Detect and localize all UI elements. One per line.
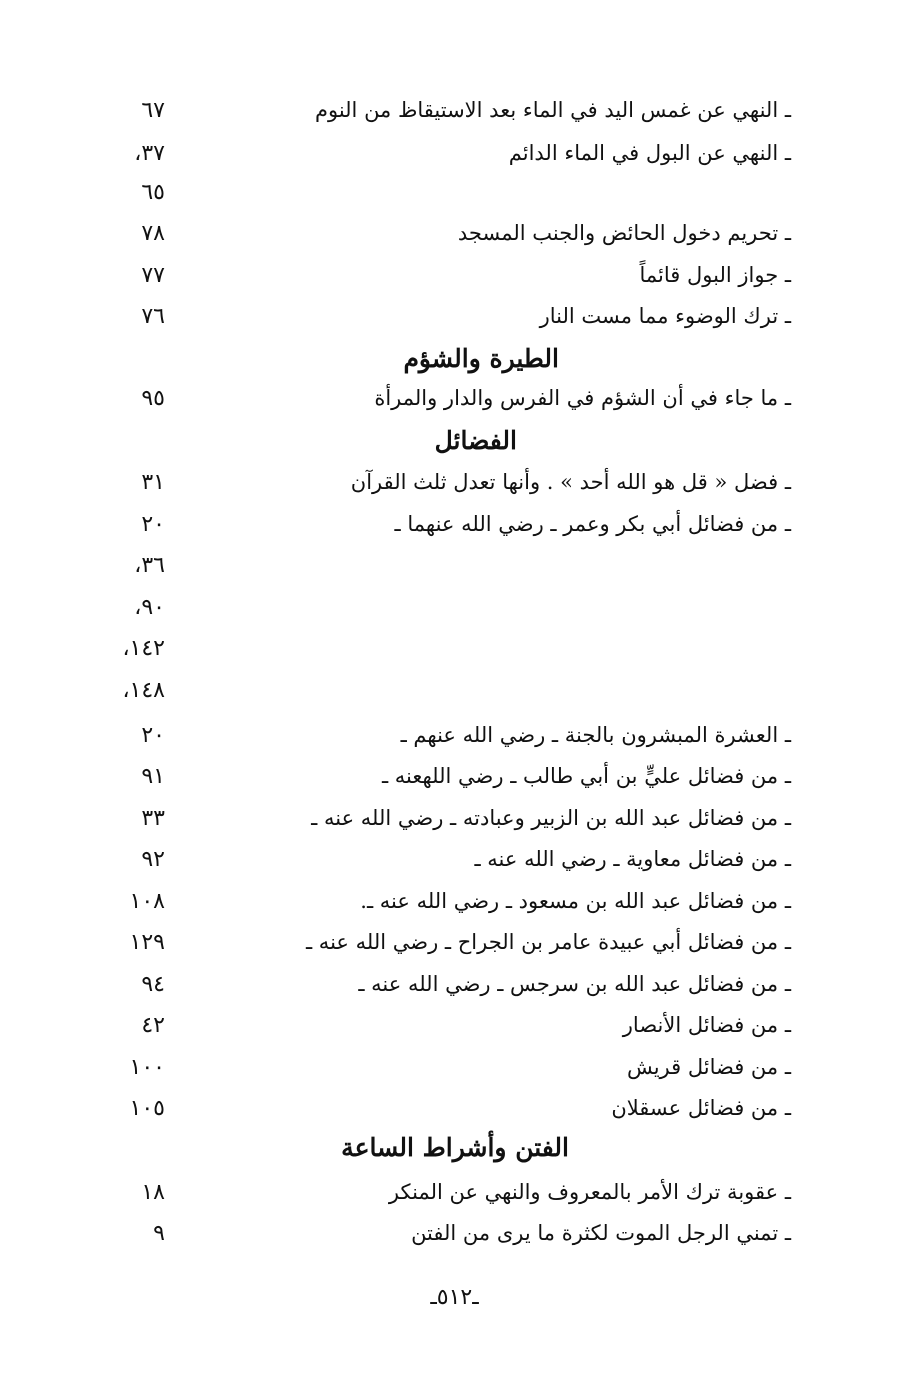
index-entry — [0, 1172, 909, 1213]
page-reference: ٩ — [153, 1221, 165, 1246]
entry-title: ـ من فضائل عسقلان — [611, 1096, 791, 1120]
index-entry — [0, 881, 909, 922]
entry-title: ـ من فضائل قريش — [626, 1055, 791, 1079]
page-reference: ٢٠ — [141, 723, 165, 748]
page-reference: ٢٠ — [141, 512, 165, 537]
page-reference: ٧٨ — [141, 221, 165, 246]
index-entry — [0, 964, 909, 1005]
entry-title: ـ من فضائل عبد الله بن الزبير وعبادته ـ رضي الله عنه ـ — [311, 806, 791, 830]
entry-title: ـ النهي عن البول في الماء الدائم — [508, 141, 791, 165]
index-entry — [0, 213, 909, 254]
page-reference: ٣١ — [141, 470, 165, 495]
page-number: ـ٥١٢ـ — [430, 1285, 479, 1310]
entry-title: ـ من فضائل الأنصار — [622, 1013, 791, 1037]
page-reference: ١٤٨، — [122, 678, 165, 703]
index-entry — [0, 1047, 909, 1088]
index-entry — [0, 715, 909, 756]
page-reference: ٧٧ — [141, 263, 165, 288]
index-entry — [0, 462, 909, 503]
entry-title: ـ تمني الرجل الموت لكثرة ما يرى من الفتن — [411, 1221, 791, 1245]
section-heading: الفتن وأشراط الساعة — [341, 1133, 569, 1162]
page-reference: ٣٦، — [134, 553, 165, 578]
entry-title: ـ تحريم دخول الحائض والجنب المسجد — [457, 221, 791, 245]
page-reference: ١٢٩ — [129, 930, 165, 955]
section-heading: الفضائل — [434, 426, 517, 455]
page-reference: ٩٥ — [141, 386, 165, 411]
index-entry — [0, 172, 909, 213]
index-entry — [0, 255, 909, 296]
page-reference: ١٠٨ — [129, 889, 165, 914]
page-reference: ٧٦ — [141, 304, 165, 329]
index-entry — [0, 545, 909, 586]
index-entry — [0, 756, 909, 797]
index-entry — [0, 798, 909, 839]
page-reference: ٩٢ — [141, 847, 165, 872]
index-entry — [0, 670, 909, 711]
page-reference: ١٨ — [141, 1180, 165, 1205]
entry-title: ـ ما جاء في أن الشؤم في الفرس والدار والمرأة — [374, 386, 791, 410]
index-entry — [0, 587, 909, 628]
index-entry — [0, 922, 909, 963]
entry-title: ـ من فضائل عبد الله بن سرجس ـ رضي الله عنه ـ — [358, 972, 791, 996]
index-entry — [0, 296, 909, 337]
index-entry — [0, 1088, 909, 1129]
section-heading: الطيرة والشؤم — [403, 344, 559, 373]
page-reference: ١٠٥ — [129, 1096, 165, 1121]
entry-title: ـ جواز البول قائماً — [639, 263, 791, 287]
entry-title: ـ من فضائل عبد الله بن مسعود ـ رضي الله عنه ـ. — [360, 889, 791, 913]
entry-title: ـ من فضائل أبي بكر وعمر ـ رضي الله عنهما ـ — [394, 512, 791, 536]
index-entry — [0, 839, 909, 880]
index-entry — [0, 378, 909, 419]
page-reference: ٣٣ — [141, 806, 165, 831]
page-reference: ٦٥ — [141, 180, 165, 205]
entry-title: ـ من فضائل معاوية ـ رضي الله عنه ـ — [474, 847, 791, 871]
index-entry — [0, 1005, 909, 1046]
page-reference: ١٤٢، — [122, 636, 165, 661]
page-reference: ٩١ — [141, 764, 165, 789]
page-reference: ٦٧ — [141, 98, 165, 123]
entry-title: ـ النهي عن غمس اليد في الماء بعد الاستيقاظ من النوم — [314, 98, 791, 122]
entry-title: ـ فضل « قل هو الله أحد » . وأنها تعدل ثلث القرآن — [350, 470, 791, 494]
entry-title: ـ ترك الوضوء مما مست النار — [539, 304, 791, 328]
index-entry — [0, 504, 909, 545]
page-reference: ٣٧، — [134, 141, 165, 166]
page-reference: ٩٠، — [134, 595, 165, 620]
index-entry — [0, 1213, 909, 1254]
index-entry — [0, 90, 909, 131]
page-reference: ١٠٠ — [129, 1055, 165, 1080]
page-reference: ٩٤ — [141, 972, 165, 997]
entry-title: ـ العشرة المبشرون بالجنة ـ رضي الله عنهم ـ — [400, 723, 791, 747]
page-reference: ٤٢ — [141, 1013, 165, 1038]
index-entry — [0, 628, 909, 669]
entry-title: ـ عقوبة ترك الأمر بالمعروف والنهي عن المنكر — [388, 1180, 791, 1204]
entry-title: ـ من فضائل عليٍّ بن أبي طالب ـ رضي اللهعنه ـ — [381, 764, 791, 788]
index-entry — [0, 133, 909, 174]
entry-title: ـ من فضائل أبي عبيدة عامر بن الجراح ـ رضي الله عنه ـ — [305, 930, 791, 954]
